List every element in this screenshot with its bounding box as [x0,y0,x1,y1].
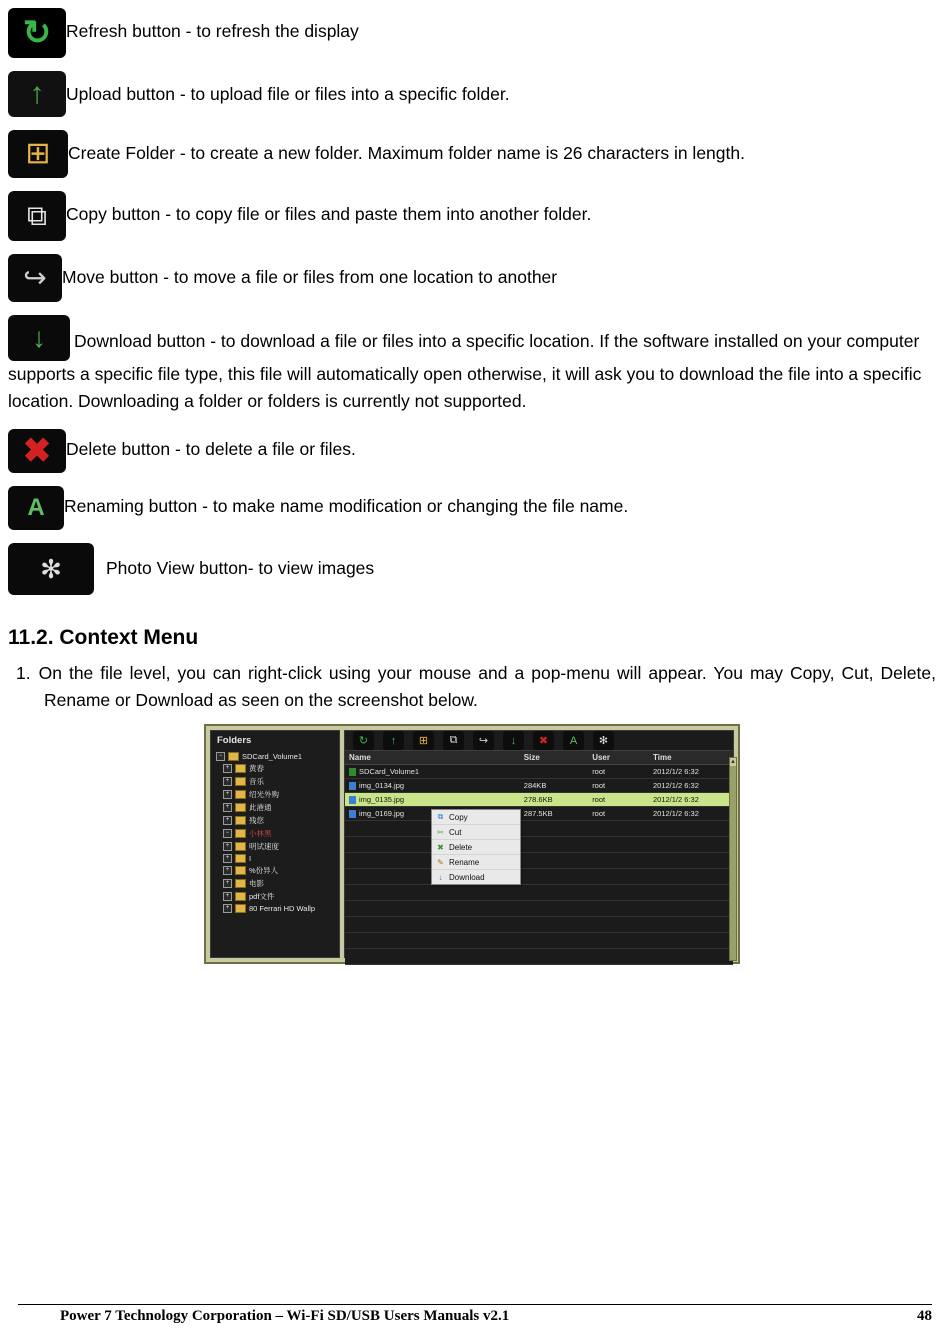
tree-item-label: 黄春 [249,764,264,773]
tree-expand-icon[interactable]: − [223,829,232,838]
item-number: 1. [16,663,31,683]
cell-time: 2012/1/2 6:32 [652,767,699,776]
delete-icon[interactable]: ✖ [533,731,554,750]
context-menu-item-rename[interactable] [432,855,520,870]
tree-item-label: 电影 [249,879,264,888]
tree-item-label: SDCard_Volume1 [242,752,303,761]
context-menu-item-label: Rename [449,857,480,867]
folder-icon [235,879,246,888]
delete-description: Delete button - to delete a file or files. [66,439,356,459]
context-menu-item-copy[interactable] [432,810,520,825]
cell-size: 287.5KB [523,809,553,818]
folder-icon [228,752,239,761]
folder-icon [235,790,246,799]
delete-icon [8,429,66,473]
folder-icon [235,904,246,913]
photo-view-icon[interactable]: ✻ [593,731,614,750]
upload-icon-glyph: ↑ [29,77,45,110]
cell-name-text: img_0135.jpg [359,795,405,804]
folder-icon [235,816,246,825]
create-folder-icon-glyph: ⊞ [25,137,51,170]
tree-expand-icon[interactable]: + [223,777,232,786]
table-row [345,853,733,869]
upload-icon[interactable]: ↑ [383,731,404,750]
folder-icon [235,803,246,812]
tree-item[interactable] [214,814,336,827]
copy-icon[interactable]: ⧉ [443,731,464,750]
page-footer [0,1304,950,1325]
tree-item-label: 音乐 [249,777,264,786]
context-menu[interactable] [431,809,521,885]
item-text: On the file level, you can right-click using your mouse and a pop-menu will appear. You may Copy, Cut, Delete, Rename or Download as seen on the screenshot below. [38,663,936,710]
column-header-time: Time [652,753,672,762]
upload-description: Upload button - to upload file or files into a specific folder. [66,84,510,104]
table-row[interactable] [345,807,733,821]
folder-tree [214,751,336,914]
delete-icon-box [8,429,66,478]
tree-item-label: 明试速度 [249,842,279,851]
cell-user: root [592,795,606,804]
tree-expand-icon[interactable]: − [216,752,225,761]
tree-item-label: 绍光外购 [249,790,279,799]
column-header-name: Name [349,753,371,762]
folder-icon [235,854,246,863]
table-row[interactable] [345,779,733,793]
refresh-icon-box [8,8,66,63]
tree-item[interactable] [214,840,336,853]
tree-expand-icon[interactable]: + [223,764,232,773]
rename-description: Renaming button - to make name modification or changing the file name. [64,496,629,516]
cell-name [349,795,524,804]
cell-name-text: img_0134.jpg [359,781,405,790]
cell-name [349,767,524,776]
footer-text: Power 7 Technology Corporation – Wi-Fi SD/USB Users Manuals v2.1 [60,1308,510,1324]
file-icon [349,810,356,818]
photo-view-icon-box [8,543,94,600]
tree-item[interactable] [214,864,336,877]
cell-size [524,767,592,776]
copy-description: Copy button - to copy file or files and paste them into another folder. [66,204,592,224]
download-icon-glyph: ↓ [32,322,46,353]
tree-expand-icon[interactable]: + [223,879,232,888]
context-menu-item-label: Delete [449,842,473,852]
table-row [345,885,733,901]
move-icon-glyph: ↪ [23,262,47,293]
cell-time: 2012/1/2 6:32 [652,781,699,790]
button-description-row [8,543,936,600]
button-description-row [8,254,936,307]
copy-icon [8,191,66,241]
table-row[interactable] [345,765,733,779]
file-list-header [345,751,733,765]
cell-time: 2012/1/2 6:32 [652,809,699,818]
cut-icon: ✂ [437,827,444,837]
column-header-size: Size [523,753,540,762]
context-menu-item-label: Cut [449,827,462,837]
tree-expand-icon[interactable]: + [223,854,232,863]
refresh-description: Refresh button - to refresh the display [66,21,359,41]
tree-item[interactable] [214,762,336,775]
rename-icon [8,486,64,530]
cell-user: root [592,809,606,818]
table-row [345,869,733,885]
button-description-row [8,191,936,246]
table-row [345,821,733,837]
file-list-panel [344,730,734,958]
tree-expand-icon[interactable]: + [223,904,232,913]
tree-item-label: I [249,854,252,863]
cell-name-text: SDCard_Volume1 [359,767,420,776]
photo-view-icon-glyph: ✻ [40,554,62,584]
copy-icon-box [8,191,66,246]
refresh-icon[interactable]: ↻ [353,731,374,750]
create-folder-description: Create Folder - to create a new folder. Maximum folder name is 26 characters in length. [68,143,745,163]
cell-name-text: img_0169.jpg [359,809,405,818]
download-description-block [8,315,936,415]
move-description: Move button - to move a file or files from one location to another [62,267,558,287]
upload-icon-box [8,71,66,122]
copy-icon: ⧉ [437,812,444,821]
screenshot-toolbar [345,731,733,751]
tree-item-label: %份异人 [249,866,279,875]
table-row[interactable] [345,793,733,807]
rename-icon[interactable]: A [563,731,584,750]
folder-icon [235,866,246,875]
delete-icon: ✖ [437,842,444,852]
tree-expand-icon[interactable]: + [223,816,232,825]
tree-item[interactable] [214,903,336,914]
tree-item[interactable] [214,788,336,801]
button-description-row [8,8,936,63]
tree-item-label: 残您 [249,816,264,825]
folder-icon [235,764,246,773]
column-header-user: User [592,753,610,762]
rename-icon-glyph: A [27,494,45,521]
button-description-row [8,429,936,478]
tree-item[interactable] [214,877,336,890]
tree-expand-icon[interactable]: + [223,892,232,901]
cell-name [349,781,524,790]
numbered-item [8,660,936,714]
scrollbar[interactable] [729,757,737,961]
folders-title: Folders [217,735,252,746]
cell-size: 284KB [523,781,547,790]
table-row [345,949,733,965]
folder-icon [235,842,246,851]
move-icon[interactable]: ↪ [473,731,494,750]
page-number: 48 [917,1308,932,1324]
folder-icon [235,829,246,838]
move-icon [8,254,62,302]
tree-item[interactable] [214,775,336,788]
create-folder-icon[interactable]: ⊞ [413,731,434,750]
photo-view-description: Photo View button- to view images [106,558,375,578]
footer-divider [18,1304,932,1305]
rename-icon: ✎ [437,857,444,867]
table-row [345,901,733,917]
copy-icon-glyph: ⧉ [27,200,47,231]
file-list-rows [345,765,733,965]
context-menu-item-label: Copy [449,812,468,822]
file-icon [349,768,356,776]
refresh-icon [8,8,66,58]
tree-item-label: 小林黑 [249,829,272,838]
tree-expand-icon[interactable]: + [223,790,232,799]
photo-view-icon [8,543,94,595]
tree-item[interactable] [214,801,336,814]
file-icon [349,796,356,804]
delete-icon-glyph: ✖ [22,432,52,470]
tree-item-label: 80 Ferrari HD Wallp [249,904,315,913]
create-folder-icon-box [8,130,68,183]
rename-icon-box [8,486,64,535]
table-row [345,933,733,949]
download-icon[interactable]: ↓ [503,731,524,750]
button-description-row [8,130,936,183]
tree-expand-icon[interactable]: + [223,866,232,875]
tree-item-label: 此港通 [249,803,272,812]
refresh-icon-glyph: ↻ [22,14,52,52]
cell-time: 2012/1/2 6:32 [652,795,699,804]
section-heading: 11.2. Context Menu [8,626,199,649]
upload-icon [8,71,66,117]
cell-user: root [592,781,606,790]
tree-item[interactable] [214,853,336,864]
tree-expand-icon[interactable]: + [223,842,232,851]
download-description: Download button - to download a file or files into a specific location. If the software installed on your computer supports a specific file type, this file will automatically open otherwise, it will ask you to download the file into a specific location. Downloading a folder or folders is currently not supported. [8,331,922,411]
tree-item[interactable] [214,890,336,903]
create-folder-icon [8,130,68,178]
tree-expand-icon[interactable]: + [223,803,232,812]
file-icon [349,782,356,790]
tree-item[interactable] [214,827,336,840]
button-description-row [8,486,936,535]
folder-icon [235,777,246,786]
cell-user: root [592,767,606,776]
button-description-row [8,71,936,122]
file-manager-screenshot [204,724,740,964]
scroll-up-arrow[interactable]: ▲ [730,759,736,765]
context-menu-item-label: Download [449,872,485,882]
folders-panel [210,730,340,958]
table-row [345,917,733,933]
tree-item[interactable] [214,751,336,762]
move-icon-box [8,254,62,307]
context-menu-item-delete[interactable] [432,840,520,855]
table-row [345,837,733,853]
context-menu-item-download[interactable] [432,870,520,884]
folder-icon [235,892,246,901]
download-icon: ↓ [438,872,443,882]
screenshot-figure [204,724,740,964]
download-icon [8,315,70,361]
tree-item-label: pdf文件 [249,892,275,901]
cell-size: 278.6KB [523,795,553,804]
context-menu-item-cut[interactable] [432,825,520,840]
